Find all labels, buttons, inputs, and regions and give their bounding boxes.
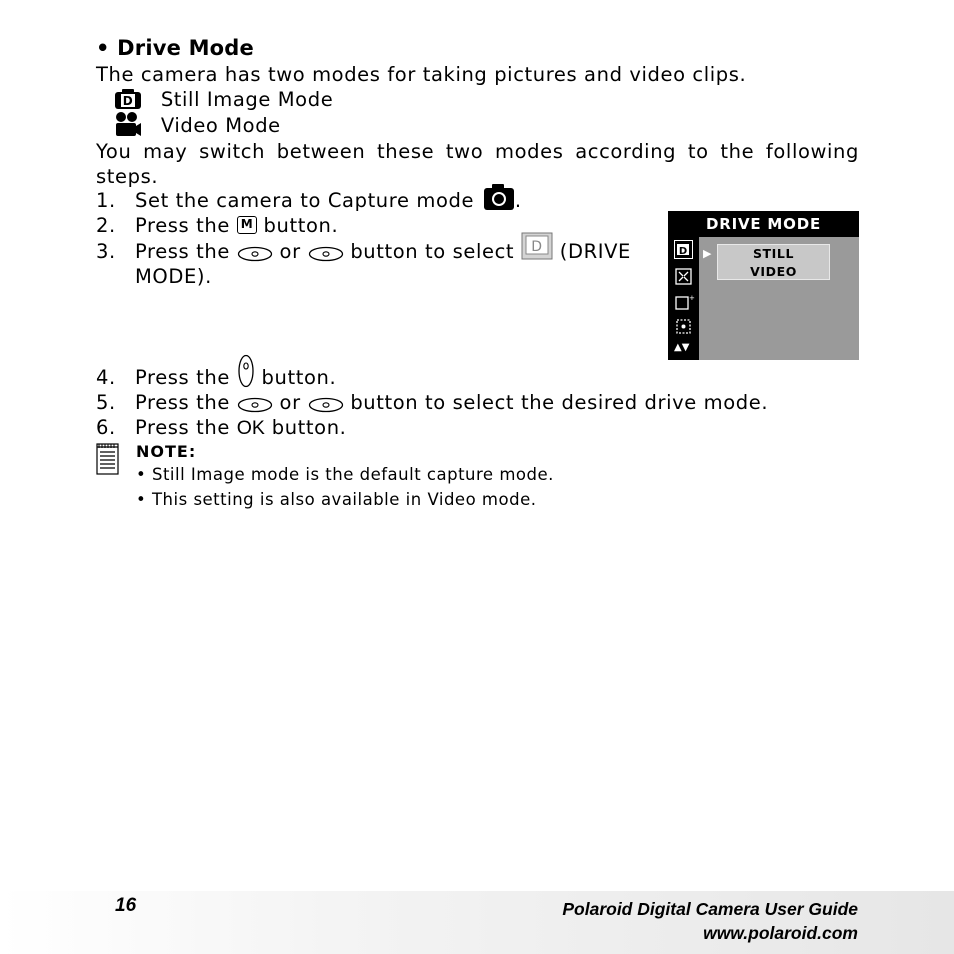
note-icon xyxy=(96,443,120,479)
option-still[interactable]: STILL xyxy=(752,246,795,261)
note-label: NOTE: xyxy=(136,442,197,461)
svg-text:+: + xyxy=(689,294,695,302)
section-heading xyxy=(96,36,254,60)
step-1: 1. Set the camera to Capture mode . xyxy=(96,188,522,213)
screen-title: DRIVE MODE xyxy=(668,211,859,237)
focus-icon[interactable] xyxy=(674,267,693,286)
page-number: 16 xyxy=(115,895,137,916)
right-arrow-button-icon xyxy=(308,394,344,410)
mode-still xyxy=(114,87,333,112)
step-3-cont: MODE). xyxy=(135,265,212,288)
note-item-2: • This setting is also available in Video mode. xyxy=(136,490,537,509)
footer-url[interactable]: www.polaroid.com xyxy=(703,923,858,943)
right-arrow-button-icon xyxy=(308,243,344,259)
step-5: 5. Press the or button to select the desired drive mode. xyxy=(96,391,769,414)
svg-text:D: D xyxy=(122,94,134,108)
capture-mode-camera-icon xyxy=(483,183,515,211)
screen-sidebar xyxy=(668,237,699,360)
drive-mode-options xyxy=(717,244,830,280)
mode-still-label: Still Image Mode xyxy=(160,88,334,111)
svg-text:D: D xyxy=(531,238,543,255)
step-4: 4. Press the button. xyxy=(96,365,336,390)
intro-text: The camera has two modes for taking pictures and video clips. xyxy=(96,63,747,86)
step-2: 2. Press the M button. xyxy=(96,214,339,237)
mode-video-label: Video Mode xyxy=(160,114,281,137)
drive-mode-icon xyxy=(521,232,553,260)
down-arrow-button-icon xyxy=(237,354,255,388)
mode-video xyxy=(114,113,281,138)
left-arrow-button-icon xyxy=(237,243,273,259)
menu-button-icon: M xyxy=(237,216,257,234)
step-3: 3. Press the or button to select D (DRIVE xyxy=(96,239,631,264)
switch-text: You may switch between these two modes according to the following steps. xyxy=(96,140,859,188)
note-item-1: • Still Image mode is the default capture mode. xyxy=(136,465,554,484)
left-arrow-button-icon xyxy=(237,394,273,410)
video-camera-icon xyxy=(114,111,142,137)
section-title: Drive Mode xyxy=(117,36,254,60)
up-down-arrows-icon: ▲▼ xyxy=(674,342,690,353)
option-video[interactable]: VIDEO xyxy=(750,264,797,279)
still-image-icon xyxy=(114,89,142,109)
selection-arrow-icon: ▶ xyxy=(703,247,712,260)
white-balance-icon[interactable] xyxy=(674,317,693,336)
exposure-icon[interactable] xyxy=(674,292,693,311)
drive-mode-screen xyxy=(668,211,859,360)
svg-text:D: D xyxy=(678,246,688,257)
heading-bullet: • xyxy=(96,36,110,60)
ok-button-label: OK xyxy=(236,417,265,439)
guide-title: Polaroid Digital Camera User Guide xyxy=(562,899,858,919)
drive-mode-tab-icon[interactable] xyxy=(674,240,693,259)
step-6: 6. Press the OK button. xyxy=(96,416,347,439)
